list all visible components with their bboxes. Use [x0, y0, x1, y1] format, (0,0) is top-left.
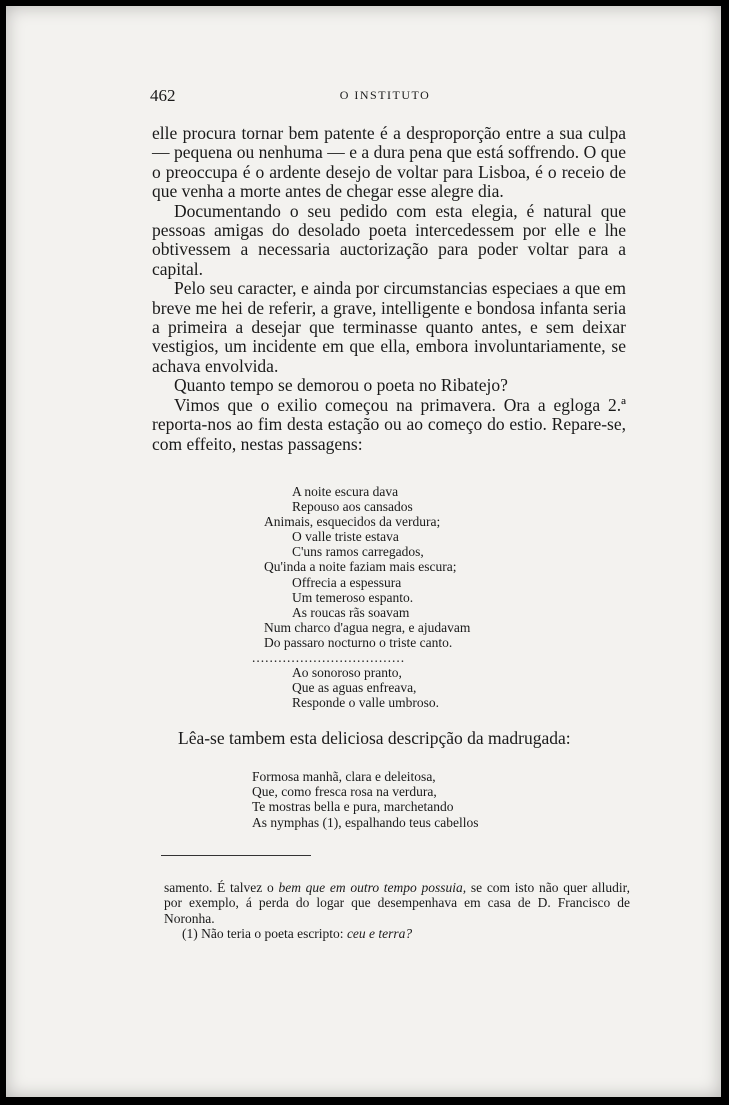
paragraph: elle procura tornar bem patente é a desproporção entre a sua culpa — pequena ou nenhuma — e a dura pena que está soffrendo. O que o preoccupa é o ardente desejo de voltar para Lisboa, é o receio de que venha a morte antes de chegar esse alegre dia.	[152, 123, 626, 202]
paragraph: Documentando o seu pedido com esta elegia, é natural que pessoas amigas do desolado poeta intercedessem por elle e lhe obtivessem a necessaria auctorização para poder voltar para a capital.	[152, 200, 626, 279]
running-title: O INSTITUTO	[339, 88, 431, 102]
poem-line: Que, como fresca rosa na verdura,	[252, 784, 437, 800]
poem-line: Qu'inda a noite faziam mais escura;	[264, 559, 457, 575]
poem-line: Que as aguas enfreava,	[292, 680, 417, 696]
poem-line: Te mostras bella e pura, marchetando	[252, 799, 454, 815]
book-page	[6, 6, 721, 1097]
footnote-italic: ceu e terra?	[346, 925, 413, 941]
poem-quotation	[252, 769, 478, 830]
poem-line: As roucas rãs soavam	[292, 604, 410, 620]
footnote	[164, 880, 630, 926]
paragraph: Lêa-se tambem esta deliciosa descripção da madrugada:	[178, 728, 571, 748]
poem-line: As nymphas (1), espalhando teus cabellos	[252, 814, 479, 830]
footnote-italic: bem que em outro tempo possuia,	[278, 880, 467, 895]
footnote-text: (1) Não teria o poeta escripto:	[182, 925, 347, 941]
poem-line: Ao sonoroso pranto,	[292, 665, 402, 681]
footnote	[164, 926, 630, 941]
ellipsis-line: ...................................	[252, 650, 406, 666]
paragraph: Pelo seu caracter, e ainda por circumstancias especiaes a que em breve me hei de referir, a grave, intelligente e bondosa infanta seria a primeira a desejar que terminasse quanto antes, e sem deixar vestigios, um incidente em que ella, embora involuntariamente, se achava envolvida.	[152, 278, 626, 376]
poem-line: C'uns ramos carregados,	[292, 544, 424, 560]
poem-line: Responde o valle umbroso.	[292, 695, 439, 711]
footnote-text: samento. É talvez o	[164, 880, 279, 895]
footnote-text: se com isto não quer alludir, por exemplo, á perda do logar que desempenhava em casa de D. Francisco de Noronha.	[164, 880, 630, 926]
poem-line: Formosa manhã, clara e deleitosa,	[252, 769, 436, 784]
poem-line: Animais, esquecidos da verdura;	[264, 514, 441, 530]
poem-line: Um temeroso espanto.	[292, 589, 414, 605]
page-header	[150, 86, 620, 106]
paragraph: Vimos que o exilio começou na primavera. Ora a egloga 2.ª reporta-nos ao fim desta estação ou ao começo do estio. Repare-se, com effeito, nestas passagens:	[152, 394, 626, 454]
footnotes	[164, 880, 630, 941]
poem-line: Num charco d'agua negra, e ajudavam	[264, 619, 471, 635]
footnote-divider	[161, 855, 311, 856]
main-text	[152, 124, 626, 454]
poem-line: Repouso aos cansados	[292, 499, 413, 515]
poem-line: Offrecia a espessura	[292, 574, 402, 590]
paragraph: Quanto tempo se demorou o poeta no Ribatejo?	[174, 375, 508, 396]
poem-quotation	[252, 484, 471, 711]
poem-line: O valle triste estava	[292, 529, 399, 545]
poem-line: Do passaro nocturno o triste canto.	[264, 634, 453, 650]
poem-line: A noite escura dava	[292, 484, 399, 499]
page-number: 462	[150, 86, 176, 105]
